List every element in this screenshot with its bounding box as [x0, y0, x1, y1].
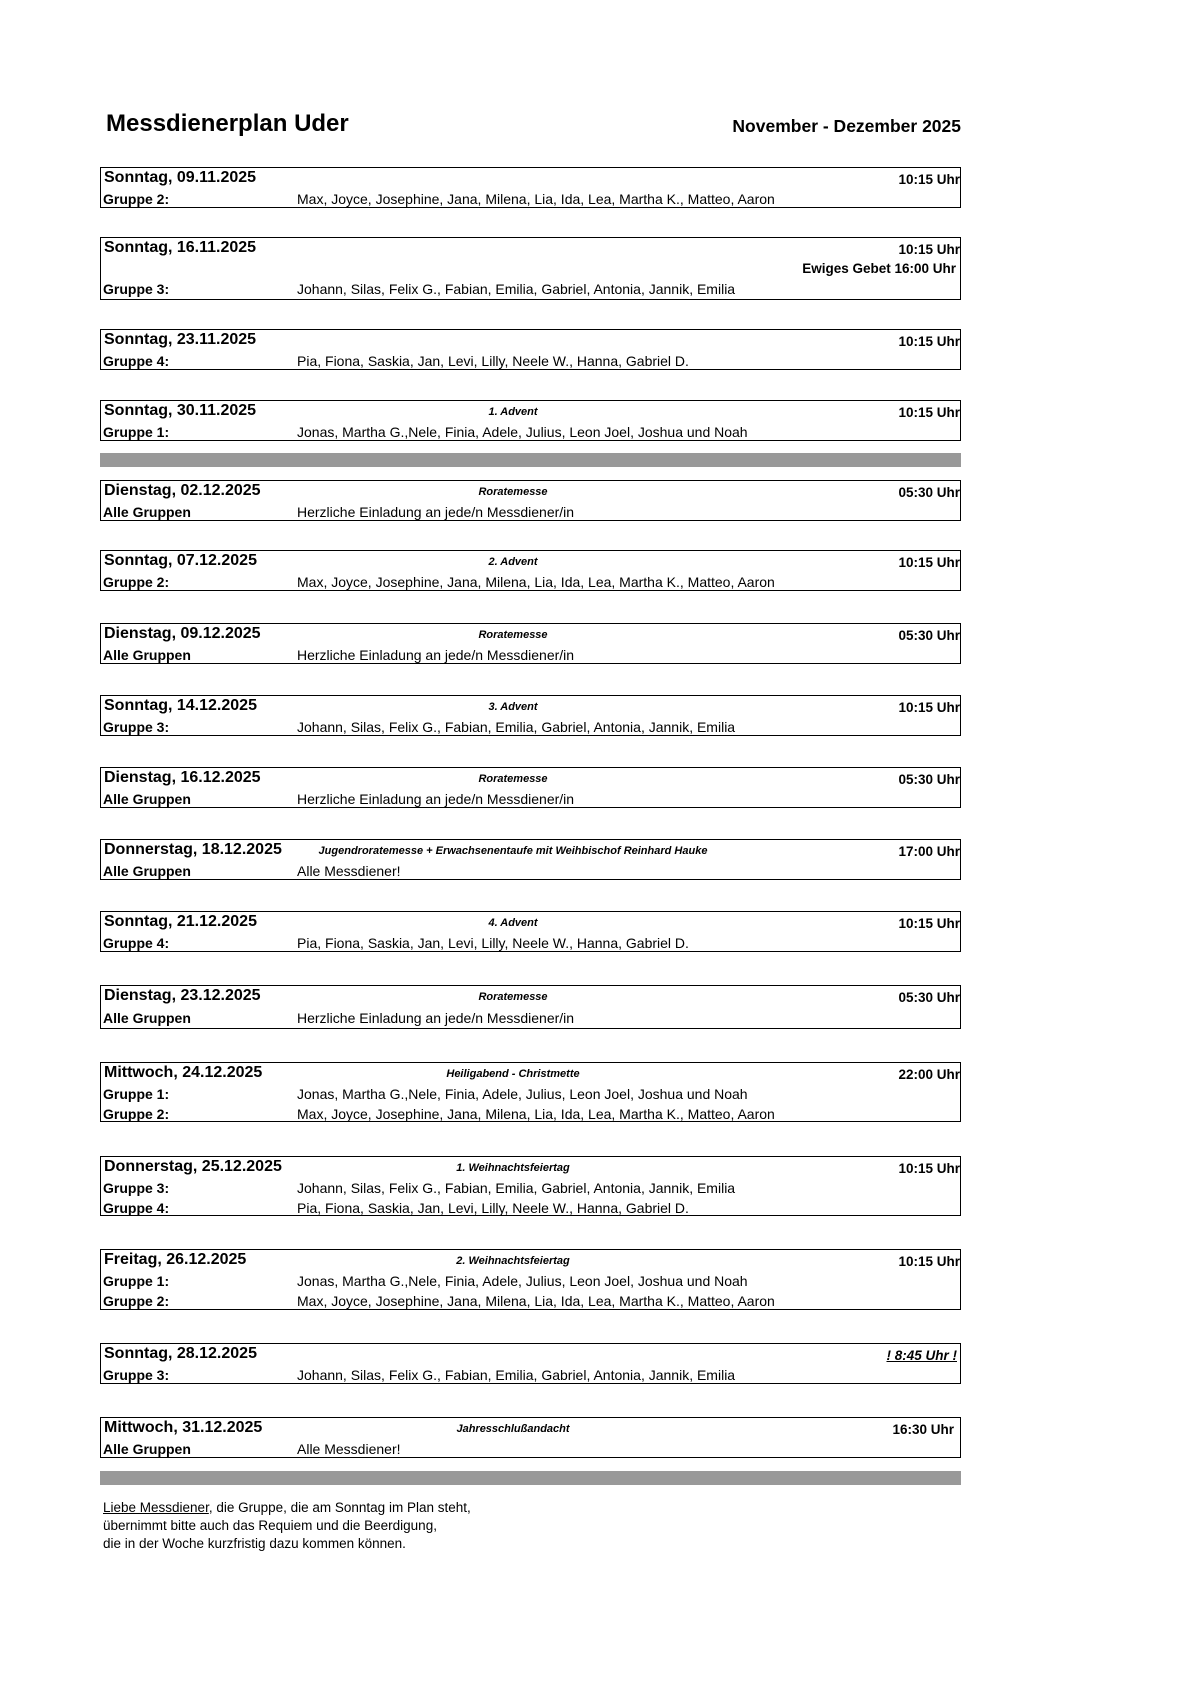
group-row	[101, 645, 960, 665]
group-label: Gruppe 3:	[103, 281, 170, 297]
entry-time: 05:30 Uhr	[898, 485, 960, 500]
group-label: Alle Gruppen	[103, 1441, 191, 1457]
schedule-entry	[100, 237, 961, 300]
entry-date: Donnerstag, 25.12.2025	[104, 1158, 282, 1175]
entry-header-row	[101, 1418, 960, 1439]
entry-time: 10:15 Uhr	[898, 916, 960, 931]
footer-line-1-text: , die Gruppe, die am Sonntag im Plan steht,	[208, 1500, 471, 1515]
group-label: Gruppe 4:	[103, 935, 170, 951]
entry-occasion: Roratemesse	[478, 773, 548, 785]
schedule-entry	[100, 695, 961, 736]
entry-time: 17:00 Uhr	[898, 844, 960, 859]
entry-date: Dienstag, 09.12.2025	[104, 625, 261, 642]
entry-header-row	[101, 330, 960, 351]
entry-extra-row	[101, 259, 960, 279]
schedule-entry	[100, 767, 961, 808]
entry-time: 10:15 Uhr	[898, 1161, 960, 1176]
schedule-entry	[100, 329, 961, 370]
group-row	[101, 1365, 960, 1385]
entry-header-row	[101, 986, 960, 1007]
footer-line-3: die in der Woche kurzfristig dazu kommen können.	[103, 1536, 406, 1551]
group-members: Alle Messdiener!	[297, 863, 401, 879]
entry-occasion: Roratemesse	[478, 486, 548, 498]
group-label: Alle Gruppen	[103, 791, 191, 807]
entry-date: Dienstag, 23.12.2025	[104, 987, 261, 1004]
entry-header-row	[101, 481, 960, 502]
entry-header-row	[101, 696, 960, 717]
entry-occasion: 1. Advent	[488, 406, 538, 418]
group-members: Jonas, Martha G.,Nele, Finia, Adele, Julius, Leon Joel, Joshua und Noah	[297, 1273, 748, 1289]
month-separator	[100, 453, 961, 467]
entry-occasion: Roratemesse	[478, 629, 548, 641]
entry-header-row	[101, 238, 960, 259]
entry-date: Sonntag, 30.11.2025	[104, 402, 257, 419]
schedule-entry	[100, 1343, 961, 1384]
schedule-entry	[100, 550, 961, 591]
entry-time: 05:30 Uhr	[898, 628, 960, 643]
schedule-entry	[100, 985, 961, 1029]
group-label: Gruppe 2:	[103, 191, 170, 207]
group-members: Max, Joyce, Josephine, Jana, Milena, Lia, Ida, Lea, Martha K., Matteo, Aaron	[297, 574, 775, 590]
schedule-entry	[100, 1417, 961, 1458]
group-row	[101, 502, 960, 522]
schedule-entry	[100, 167, 961, 208]
group-row	[101, 189, 960, 209]
entry-occasion: Jahresschlußandacht	[456, 1423, 570, 1435]
entry-date: Sonntag, 28.12.2025	[104, 1345, 257, 1362]
entry-time: 10:15 Uhr	[898, 172, 960, 187]
group-row	[101, 279, 960, 299]
entry-header-row	[101, 551, 960, 572]
entry-date: Dienstag, 02.12.2025	[104, 482, 261, 499]
group-members: Max, Joyce, Josephine, Jana, Milena, Lia, Ida, Lea, Martha K., Matteo, Aaron	[297, 1293, 775, 1309]
group-label: Gruppe 3:	[103, 1180, 170, 1196]
schedule-entry	[100, 839, 961, 880]
entry-header-row	[101, 1250, 960, 1271]
schedule-entry	[100, 911, 961, 952]
schedule-entry	[100, 400, 961, 441]
entry-time: 10:15 Uhr	[898, 242, 960, 257]
entry-time: 05:30 Uhr	[898, 772, 960, 787]
entry-header-row	[101, 840, 960, 861]
entry-date: Mittwoch, 31.12.2025	[104, 1419, 263, 1436]
entry-occasion: 3. Advent	[488, 701, 538, 713]
entry-occasion: Roratemesse	[478, 991, 548, 1003]
entry-occasion: 1. Weihnachtsfeiertag	[456, 1162, 570, 1174]
footer-note	[103, 1499, 471, 1553]
group-label: Gruppe 2:	[103, 574, 170, 590]
entry-date: Donnerstag, 18.12.2025	[104, 841, 282, 858]
entry-occasion: 2. Weihnachtsfeiertag	[456, 1255, 570, 1267]
group-row	[101, 1008, 960, 1028]
group-members: Pia, Fiona, Saskia, Jan, Levi, Lilly, Neele W., Hanna, Gabriel D.	[297, 1200, 689, 1216]
group-label: Gruppe 3:	[103, 1367, 170, 1383]
group-label: Gruppe 1:	[103, 1086, 170, 1102]
group-row	[101, 933, 960, 953]
group-members: Herzliche Einladung an jede/n Messdiener/in	[297, 504, 575, 520]
group-members: Johann, Silas, Felix G., Fabian, Emilia, Gabriel, Antonia, Jannik, Emilia	[297, 1180, 736, 1196]
entry-time: 16:30 Uhr	[892, 1422, 954, 1437]
group-label: Gruppe 3:	[103, 719, 170, 735]
entry-time: 05:30 Uhr	[898, 990, 960, 1005]
group-label: Alle Gruppen	[103, 1010, 191, 1026]
entry-time: 10:15 Uhr	[898, 555, 960, 570]
group-label: Gruppe 4:	[103, 1200, 170, 1216]
entry-header-row	[101, 168, 960, 189]
group-row	[101, 1084, 960, 1104]
group-row	[101, 1271, 960, 1291]
entry-time: 10:15 Uhr	[898, 334, 960, 349]
footer-lead: Liebe Messdiener	[103, 1500, 209, 1515]
schedule-entry	[100, 623, 961, 664]
entry-date: Sonntag, 16.11.2025	[104, 239, 257, 256]
group-row	[101, 572, 960, 592]
group-row	[101, 351, 960, 371]
entry-header-row	[101, 401, 960, 422]
entry-occasion: 2. Advent	[488, 556, 538, 568]
group-members: Max, Joyce, Josephine, Jana, Milena, Lia, Ida, Lea, Martha K., Matteo, Aaron	[297, 1106, 775, 1122]
entry-header-row	[101, 1063, 960, 1084]
group-row	[101, 1178, 960, 1198]
group-label: Gruppe 2:	[103, 1106, 170, 1122]
group-members: Johann, Silas, Felix G., Fabian, Emilia, Gabriel, Antonia, Jannik, Emilia	[297, 719, 736, 735]
group-label: Gruppe 1:	[103, 1273, 170, 1289]
entry-occasion: 4. Advent	[488, 917, 538, 929]
group-label: Gruppe 4:	[103, 353, 170, 369]
end-separator	[100, 1471, 961, 1485]
group-members: Pia, Fiona, Saskia, Jan, Levi, Lilly, Neele W., Hanna, Gabriel D.	[297, 353, 689, 369]
group-members: Johann, Silas, Felix G., Fabian, Emilia, Gabriel, Antonia, Jannik, Emilia	[297, 1367, 736, 1383]
group-row	[101, 1104, 960, 1124]
group-members: Jonas, Martha G.,Nele, Finia, Adele, Julius, Leon Joel, Joshua und Noah	[297, 424, 748, 440]
entry-time: 10:15 Uhr	[898, 405, 960, 420]
group-members: Pia, Fiona, Saskia, Jan, Levi, Lilly, Neele W., Hanna, Gabriel D.	[297, 935, 689, 951]
group-members: Johann, Silas, Felix G., Fabian, Emilia, Gabriel, Antonia, Jannik, Emilia	[297, 281, 736, 297]
entry-time: ! 8:45 Uhr !	[886, 1348, 957, 1363]
plan-period: November - Dezember 2025	[732, 116, 961, 136]
group-row	[101, 1198, 960, 1218]
entry-date: Dienstag, 16.12.2025	[104, 769, 261, 786]
entry-date: Sonntag, 21.12.2025	[104, 913, 257, 930]
entry-date: Sonntag, 07.12.2025	[104, 552, 257, 569]
schedule-entry	[100, 1156, 961, 1216]
entry-date: Mittwoch, 24.12.2025	[104, 1064, 263, 1081]
group-row	[101, 861, 960, 881]
page-title: Messdienerplan Uder	[106, 110, 349, 137]
entry-time: 22:00 Uhr	[898, 1067, 960, 1082]
entry-date: Freitag, 26.12.2025	[104, 1251, 247, 1268]
entry-header-row	[101, 768, 960, 789]
entry-extra-note: Ewiges Gebet 16:00 Uhr	[802, 261, 956, 276]
group-label: Alle Gruppen	[103, 647, 191, 663]
group-label: Alle Gruppen	[103, 863, 191, 879]
schedule-entry	[100, 1062, 961, 1122]
entry-header-row	[101, 624, 960, 645]
group-label: Alle Gruppen	[103, 504, 191, 520]
group-members: Herzliche Einladung an jede/n Messdiener/in	[297, 647, 575, 663]
entry-header-row	[101, 1344, 960, 1365]
entry-occasion: Heiligabend - Christmette	[446, 1068, 580, 1080]
entry-date: Sonntag, 09.11.2025	[104, 169, 257, 186]
entry-occasion: Jugendroratemesse + Erwachsenentaufe mit Weihbischof Reinhard Hauke	[318, 845, 708, 857]
group-row	[101, 717, 960, 737]
entry-time: 10:15 Uhr	[898, 1254, 960, 1269]
group-members: Max, Joyce, Josephine, Jana, Milena, Lia, Ida, Lea, Martha K., Matteo, Aaron	[297, 191, 775, 207]
group-members: Herzliche Einladung an jede/n Messdiener/in	[297, 791, 575, 807]
entry-date: Sonntag, 14.12.2025	[104, 697, 257, 714]
entry-header-row	[101, 912, 960, 933]
footer-line-1	[103, 1499, 471, 1517]
schedule-entry	[100, 480, 961, 521]
group-row	[101, 1439, 960, 1459]
group-row	[101, 789, 960, 809]
group-label: Gruppe 2:	[103, 1293, 170, 1309]
group-label: Gruppe 1:	[103, 424, 170, 440]
entry-header-row	[101, 1157, 960, 1178]
group-members: Jonas, Martha G.,Nele, Finia, Adele, Julius, Leon Joel, Joshua und Noah	[297, 1086, 748, 1102]
group-members: Herzliche Einladung an jede/n Messdiener/in	[297, 1010, 575, 1026]
group-row	[101, 1291, 960, 1311]
footer-line-2: übernimmt bitte auch das Requiem und die Beerdigung,	[103, 1518, 437, 1533]
group-members: Alle Messdiener!	[297, 1441, 401, 1457]
entry-time: 10:15 Uhr	[898, 700, 960, 715]
schedule-entry	[100, 1249, 961, 1310]
entry-date: Sonntag, 23.11.2025	[104, 331, 257, 348]
group-row	[101, 422, 960, 442]
